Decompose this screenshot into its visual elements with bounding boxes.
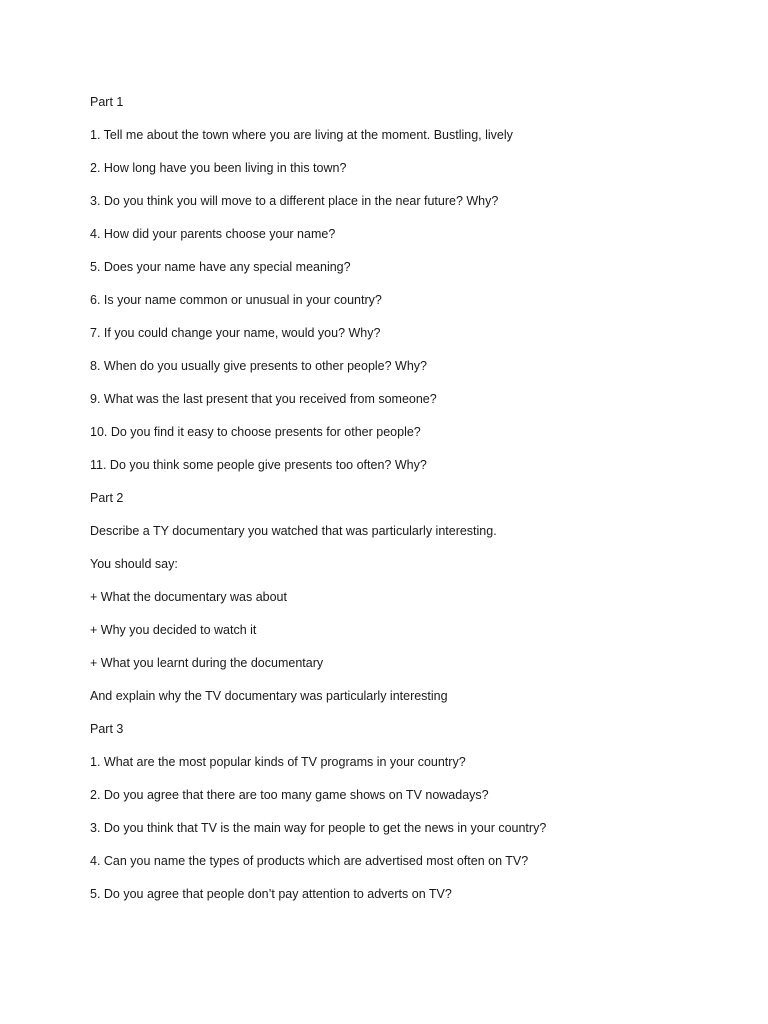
part1-question-6: 6. Is your name common or unusual in your country? bbox=[90, 293, 382, 307]
part3-question-2: 2. Do you agree that there are too many game shows on TV nowadays? bbox=[90, 788, 489, 802]
part3-question-4: 4. Can you name the types of products which are advertised most often on TV? bbox=[90, 854, 529, 868]
part2-bullet-1: + What the documentary was about bbox=[90, 590, 287, 604]
part2-prompt: Describe a TY documentary you watched that was particularly interesting. bbox=[90, 524, 497, 538]
part3-question-3: 3. Do you think that TV is the main way for people to get the news in your country? bbox=[90, 821, 547, 835]
part1-question-9: 9. What was the last present that you received from someone? bbox=[90, 392, 437, 406]
part1-question-4: 4. How did your parents choose your name? bbox=[90, 227, 336, 241]
heading-part-1: Part 1 bbox=[90, 95, 124, 109]
part1-question-2: 2. How long have you been living in this town? bbox=[90, 161, 347, 175]
part1-question-1: 1. Tell me about the town where you are living at the moment. Bustling, lively bbox=[90, 128, 513, 142]
part3-question-1: 1. What are the most popular kinds of TV programs in your country? bbox=[90, 755, 466, 769]
part1-question-8: 8. When do you usually give presents to other people? Why? bbox=[90, 359, 428, 373]
heading-part-2: Part 2 bbox=[90, 491, 124, 505]
part1-question-10: 10. Do you find it easy to choose presents for other people? bbox=[90, 425, 421, 439]
heading-part-3: Part 3 bbox=[90, 722, 124, 736]
part2-bullet-2: + Why you decided to watch it bbox=[90, 623, 257, 637]
part1-question-5: 5. Does your name have any special meaning? bbox=[90, 260, 351, 274]
part3-question-5: 5. Do you agree that people don’t pay attention to adverts on TV? bbox=[90, 887, 452, 901]
part1-question-3: 3. Do you think you will move to a different place in the near future? Why? bbox=[90, 194, 499, 208]
document-body bbox=[90, 93, 730, 918]
part2-closing: And explain why the TV documentary was particularly interesting bbox=[90, 689, 448, 703]
part2-bullet-3: + What you learnt during the documentary bbox=[90, 656, 324, 670]
part2-instruction: You should say: bbox=[90, 557, 178, 571]
part1-question-11: 11. Do you think some people give presents too often? Why? bbox=[90, 458, 427, 472]
part1-question-7: 7. If you could change your name, would you? Why? bbox=[90, 326, 381, 340]
